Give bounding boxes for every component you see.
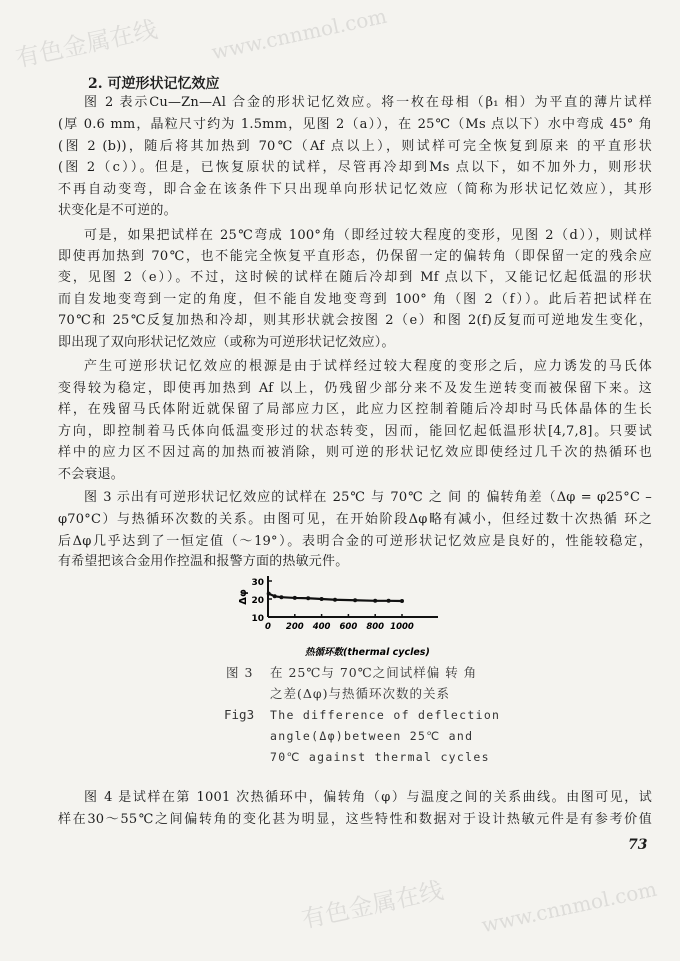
figure3-caption-cn-line: 在 25℃与 70℃之间试样偏 转 角	[270, 665, 478, 680]
x-tick-label: 200	[285, 622, 304, 632]
watermark: 有色金属在线	[299, 876, 446, 934]
page-number: 73	[628, 837, 648, 853]
watermark: www.cnnmol.com	[479, 876, 659, 938]
data-point	[373, 599, 377, 603]
paragraph-line: 而自发地变弯到一定的角度，但不能自发地变弯到 100° 角（图 2（f））。此后若把试样在	[58, 292, 652, 307]
paragraph-line: 70℃和 25℃反复加热和冷却，则其形状就会按图 2（e）和图 2(f)反复而可逆地发生变化，	[58, 313, 652, 328]
paragraph-line: 产生可逆形状记忆效应的根源是由于试样经过较大程度的变形之后，应力诱发的马氏体	[84, 359, 652, 374]
data-point	[353, 598, 357, 602]
paragraph-line: 状变化是不可逆的。	[58, 203, 177, 218]
paragraph-line: 有希望把该合金用作控温和报警方面的热敏元件。	[58, 554, 349, 569]
figure3-caption-en-line: angle(Δφ)between 25℃ and	[270, 729, 474, 743]
paragraph-line: 样中的应力区不因过高的加热而被消除，则可逆的形状记忆效应即使经过几千次的热循环也	[58, 445, 652, 460]
paragraph-line: 变，见图 2（e））。不过，这时候的试样在随后冷却到 Mf 点以下，又能记忆起低温的形状	[58, 270, 652, 285]
data-point	[273, 594, 277, 598]
paragraph-line: 图 2 表示Cu—Zn—Al 合金的形状记忆效应。将一枚在母相（β₁ 相）为平直的薄片试样	[84, 95, 652, 110]
data-point	[306, 596, 310, 600]
watermark: 有色金属在线	[13, 15, 160, 73]
x-tick-label: 800	[366, 622, 385, 632]
data-point	[267, 592, 271, 596]
paragraph-line: (图 2（c））。但是，已恢复原状的试样，尽管再冷却到Ms 点以下，如不加外力，则形状	[58, 160, 652, 175]
figure3-caption-en-label: Fig3	[224, 707, 255, 722]
section-title: 2. 可逆形状记忆效应	[88, 76, 220, 92]
x-tick-label: 600	[339, 622, 358, 632]
paragraph-line: 样，在残留马氏体附近就保留了局部应力区，此应力区控制着随后冷却时马氏体晶体的生长	[58, 402, 652, 417]
figure3-caption-cn-label: 图 3	[226, 665, 254, 680]
paragraph-line: 变得较为稳定，即使再加热到 Af 以上，仍残留少部分来不及发生逆转变而被保留下来。这	[58, 381, 652, 396]
data-point	[387, 599, 391, 603]
y-axis-label: Δφ	[238, 589, 249, 605]
paragraph-line: (厚 0.6 mm，晶粒尺寸约为 1.5mm，见图 2（a）），在 25℃（Ms 点以下）水中弯成 45° 角	[58, 117, 652, 132]
paragraph-line: 后Δφ几乎达到了一恒定值（～19°）。表明合金的可逆形状记忆效应是良好的，性能较稳定，	[58, 534, 652, 549]
data-point	[293, 596, 297, 600]
paragraph-line: φ70°C）与热循环次数的关系。由图可见，在开始阶段Δφ略有减小，但经过数十次热循 环之	[58, 512, 652, 527]
data-point	[320, 597, 324, 601]
data-point	[333, 598, 337, 602]
x-tick-label: 1000	[390, 622, 414, 632]
y-tick-label: 20	[251, 596, 264, 606]
paragraph-line: 即使再加热到 70℃，也不能完全恢复平直形态，仍保留一定的偏转角（即保留一定的残余应	[58, 249, 652, 264]
figure3-caption-en-line: The difference of deflection	[270, 708, 501, 722]
paragraph-line: 可是，如果把试样在 25℃弯成 100°角（即经过较大程度的变形，见图 2（d）），则试样	[84, 228, 652, 243]
y-tick-label: 30	[251, 578, 264, 588]
figure3-chart	[230, 555, 450, 665]
paragraph-line: (图 2 (b))，随后将其加热到 70℃（Af 点以上），则试样可完全恢复到原来 的平直形状	[58, 139, 652, 154]
data-point	[279, 595, 283, 599]
paragraph-line: 方向，即控制着马氏体向低温变形过的状态转变，因而，能回忆起低温形状[4,7,8]。只要试	[58, 424, 652, 439]
figure3-caption-cn-line: 之差(Δφ)与热循环次数的关系	[270, 686, 451, 701]
x-tick-label: 0	[265, 622, 271, 632]
x-axis-label: 热循环数(thermal cycles)	[305, 647, 430, 658]
paragraph-line: 图 4 是试样在第 1001 次热循环中，偏转角（φ）与温度之间的关系曲线。由图可见，试	[84, 790, 652, 805]
paragraph-line: 不会衰退。	[58, 467, 125, 482]
y-tick-label: 10	[251, 614, 264, 624]
watermark: www.cnnmol.com	[209, 3, 389, 65]
paragraph-line: 样在30～55℃之间偏转角的变化甚为明显，这些特性和数据对于设计热敏元件是有参考价值	[58, 812, 652, 827]
paragraph-line: 即出现了双向形状记忆效应（或称为可逆形状记忆效应）。	[58, 335, 395, 350]
x-tick-label: 400	[312, 622, 331, 632]
paragraph-line: 图 3 示出有可逆形状记忆效应的试样在 25℃ 与 70℃ 之 间 的 偏转角差（Δφ = φ25°C –	[84, 490, 652, 505]
data-point	[400, 599, 404, 603]
paragraph-line: 不再自动变弯，即合金在该条件下只出现单向形状记忆效应（简称为形状记忆效应），其形	[58, 182, 652, 197]
figure3-caption-en-line: 70℃ against thermal cycles	[270, 750, 490, 764]
